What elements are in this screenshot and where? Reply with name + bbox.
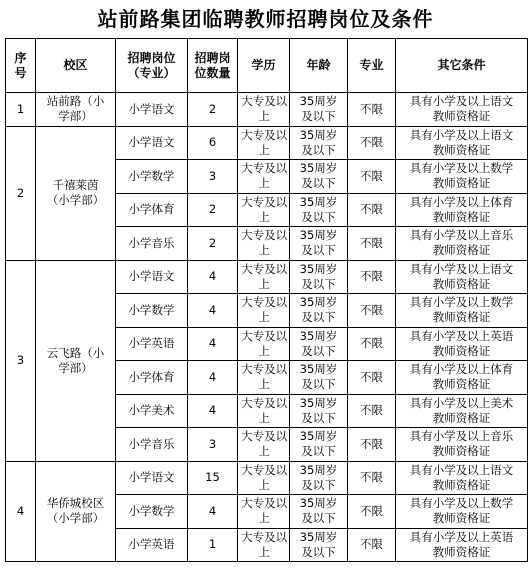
- cell-age: 35周岁及以下: [290, 227, 348, 261]
- cell-position: 小学语文: [116, 93, 188, 127]
- cell-age: 35周岁及以下: [290, 361, 348, 395]
- header-count: 招聘岗位数量: [188, 39, 238, 93]
- cell-education: 大专及以上: [238, 227, 290, 261]
- cell-count: 4: [188, 361, 238, 395]
- cell-seq: 3: [6, 260, 36, 461]
- cell-count: 6: [188, 126, 238, 160]
- cell-age: 35周岁及以下: [290, 260, 348, 294]
- cell-education: 大专及以上: [238, 361, 290, 395]
- cell-education: 大专及以上: [238, 428, 290, 462]
- cell-seq: 4: [6, 461, 36, 562]
- cell-count: 4: [188, 495, 238, 529]
- table-body: [6, 93, 528, 562]
- cell-education: 大专及以上: [238, 93, 290, 127]
- cell-count: 4: [188, 260, 238, 294]
- cell-count: 4: [188, 327, 238, 361]
- cell-education: 大专及以上: [238, 260, 290, 294]
- header-campus: 校区: [36, 39, 116, 93]
- cell-other: 具有小学及以上语文教师资格证: [396, 260, 528, 294]
- cell-campus: 千禧莱茵（小学部）: [36, 126, 116, 260]
- header-major: 专业: [348, 39, 396, 93]
- cell-seq: 1: [6, 93, 36, 127]
- cell-age: 35周岁及以下: [290, 160, 348, 194]
- cell-other: 具有小学及以上音乐教师资格证: [396, 227, 528, 261]
- page-title: 站前路集团临聘教师招聘岗位及条件: [97, 7, 434, 31]
- cell-other: 具有小学及以上音乐教师资格证: [396, 428, 528, 462]
- header-age: 年龄: [290, 39, 348, 93]
- cell-major: 不限: [348, 294, 396, 328]
- cell-other: 具有小学及以上数学教师资格证: [396, 160, 528, 194]
- cell-other: 具有小学及以上美术教师资格证: [396, 394, 528, 428]
- cell-position: 小学美术: [116, 394, 188, 428]
- header-education: 学历: [238, 39, 290, 93]
- cell-education: 大专及以上: [238, 394, 290, 428]
- cell-count: 4: [188, 294, 238, 328]
- header-row: [6, 39, 528, 93]
- cell-count: 2: [188, 193, 238, 227]
- cell-major: 不限: [348, 227, 396, 261]
- cell-major: 不限: [348, 361, 396, 395]
- cell-major: 不限: [348, 495, 396, 529]
- cell-education: 大专及以上: [238, 126, 290, 160]
- cell-position: 小学英语: [116, 528, 188, 562]
- cell-position: 小学语文: [116, 126, 188, 160]
- cell-age: 35周岁及以下: [290, 461, 348, 495]
- cell-other: 具有小学及以上体育教师资格证: [396, 361, 528, 395]
- cell-count: 2: [188, 227, 238, 261]
- cell-age: 35周岁及以下: [290, 294, 348, 328]
- cell-position: 小学体育: [116, 361, 188, 395]
- cell-education: 大专及以上: [238, 327, 290, 361]
- cell-count: 2: [188, 93, 238, 127]
- cell-major: 不限: [348, 327, 396, 361]
- cell-position: 小学语文: [116, 461, 188, 495]
- cell-education: 大专及以上: [238, 495, 290, 529]
- cell-other: 具有小学及以上英语教师资格证: [396, 327, 528, 361]
- cell-major: 不限: [348, 260, 396, 294]
- cell-education: 大专及以上: [238, 193, 290, 227]
- cell-position: 小学语文: [116, 260, 188, 294]
- cell-age: 35周岁及以下: [290, 495, 348, 529]
- cell-seq: 2: [6, 126, 36, 260]
- cell-age: 35周岁及以下: [290, 428, 348, 462]
- cell-major: 不限: [348, 193, 396, 227]
- table-row: [6, 260, 528, 294]
- cell-other: 具有小学及以上英语教师资格证: [396, 528, 528, 562]
- cell-other: 具有小学及以上体育教师资格证: [396, 193, 528, 227]
- cell-position: 小学数学: [116, 160, 188, 194]
- recruitment-table: [5, 38, 528, 562]
- cell-major: 不限: [348, 461, 396, 495]
- cell-major: 不限: [348, 394, 396, 428]
- cell-major: 不限: [348, 428, 396, 462]
- cell-count: 15: [188, 461, 238, 495]
- cell-other: 具有小学及以上语文教师资格证: [396, 93, 528, 127]
- cell-campus: 云飞路（小学部）: [36, 260, 116, 461]
- cell-campus: 站前路（小学部）: [36, 93, 116, 127]
- cell-count: 3: [188, 160, 238, 194]
- cell-other: 具有小学及以上语文教师资格证: [396, 461, 528, 495]
- cell-count: 1: [188, 528, 238, 562]
- cell-position: 小学数学: [116, 294, 188, 328]
- cell-position: 小学音乐: [116, 428, 188, 462]
- cell-major: 不限: [348, 93, 396, 127]
- cell-major: 不限: [348, 528, 396, 562]
- cell-age: 35周岁及以下: [290, 193, 348, 227]
- table-row: [6, 93, 528, 127]
- header-seq: 序号: [6, 39, 36, 93]
- cell-other: 具有小学及以上数学教师资格证: [396, 495, 528, 529]
- cell-education: 大专及以上: [238, 160, 290, 194]
- cell-count: 3: [188, 428, 238, 462]
- cell-other: 具有小学及以上数学教师资格证: [396, 294, 528, 328]
- cell-education: 大专及以上: [238, 461, 290, 495]
- cell-count: 4: [188, 394, 238, 428]
- header-position: 招聘岗位（专业）: [116, 39, 188, 93]
- cell-position: 小学英语: [116, 327, 188, 361]
- cell-age: 35周岁及以下: [290, 528, 348, 562]
- cell-age: 35周岁及以下: [290, 327, 348, 361]
- cell-position: 小学音乐: [116, 227, 188, 261]
- cell-education: 大专及以上: [238, 528, 290, 562]
- cell-age: 35周岁及以下: [290, 394, 348, 428]
- cell-major: 不限: [348, 160, 396, 194]
- cell-position: 小学数学: [116, 495, 188, 529]
- cell-major: 不限: [348, 126, 396, 160]
- cell-position: 小学体育: [116, 193, 188, 227]
- cell-education: 大专及以上: [238, 294, 290, 328]
- cell-campus: 华侨城校区（小学部）: [36, 461, 116, 562]
- table-row: [6, 461, 528, 495]
- cell-age: 35周岁及以下: [290, 93, 348, 127]
- table-row: [6, 126, 528, 160]
- cell-other: 具有小学及以上语文教师资格证: [396, 126, 528, 160]
- cell-age: 35周岁及以下: [290, 126, 348, 160]
- header-other: 其它条件: [396, 39, 528, 93]
